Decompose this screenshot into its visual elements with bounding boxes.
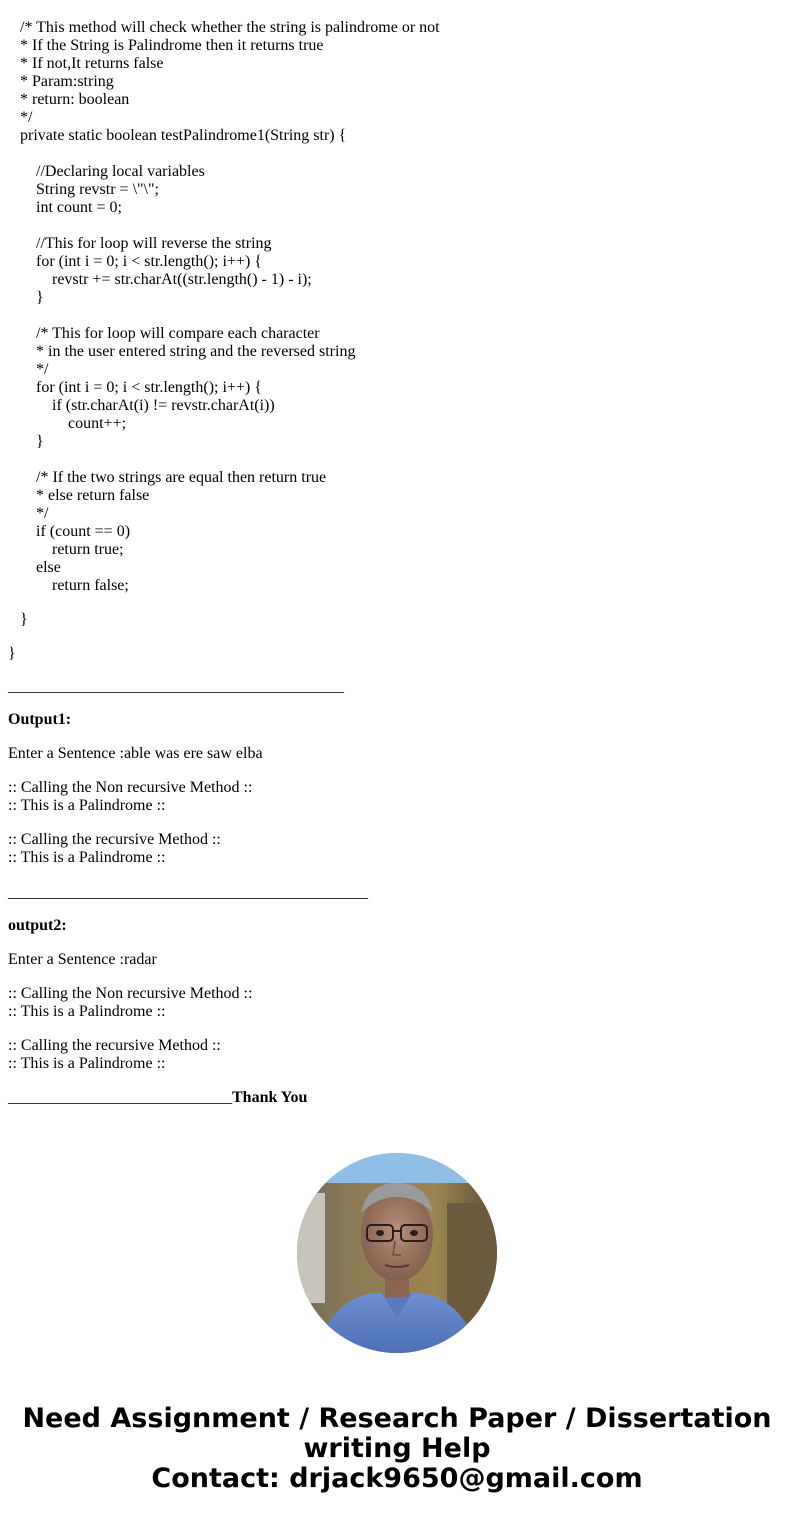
code-line: * Param:string <box>8 73 114 90</box>
portrait-image <box>297 1153 497 1353</box>
code-line: */ <box>8 505 49 522</box>
code-line <box>8 451 768 469</box>
code-line: for (int i = 0; i < str.length(); i++) { <box>8 379 262 396</box>
output1-nonrecursive-result: :: This is a Palindrome :: <box>8 797 166 814</box>
code-line: */ <box>8 109 33 126</box>
code-line: } <box>8 611 28 628</box>
separator-line: _____________________________________________ <box>8 884 368 901</box>
code-line: for (int i = 0; i < str.length(); i++) { <box>8 253 262 270</box>
code-line: } <box>8 289 44 306</box>
code-line: * in the user entered string and the reversed string <box>8 343 356 360</box>
output1-nonrecursive-call: :: Calling the Non recursive Method :: <box>8 779 253 796</box>
output1-heading: Output1: <box>8 711 72 728</box>
output2-recursive-call: :: Calling the recursive Method :: <box>8 1037 221 1054</box>
code-line: //Declaring local variables <box>8 163 205 180</box>
code-line <box>8 629 768 645</box>
code-line: * else return false <box>8 487 150 504</box>
code-line: private static boolean testPalindrome1(String str) { <box>8 127 347 144</box>
separator-line: __________________________________________ <box>8 678 344 695</box>
code-line: int count = 0; <box>8 199 122 216</box>
output2-heading: output2: <box>8 917 67 934</box>
code-line: revstr += str.charAt((str.length() - 1) - i); <box>8 271 312 288</box>
output1-recursive-result: :: This is a Palindrome :: <box>8 849 166 866</box>
code-line: * If not,It returns false <box>8 55 164 72</box>
code-line: //This for loop will reverse the string <box>8 235 272 252</box>
code-line: */ <box>8 361 49 378</box>
code-line: * return: boolean <box>8 91 130 108</box>
code-line: if (count == 0) <box>8 523 131 540</box>
code-line: /* This method will check whether the string is palindrome or not <box>8 19 440 36</box>
code-line: * If the String is Palindrome then it returns true <box>8 37 324 54</box>
code-line: /* If the two strings are equal then return true <box>8 469 327 486</box>
code-line <box>8 595 768 611</box>
output1-prompt: Enter a Sentence :able was ere saw elba <box>8 745 263 762</box>
contact-banner <box>0 1404 794 1494</box>
banner-contact-line: Contact: drjack9650@gmail.com <box>151 1463 643 1494</box>
output2-nonrecursive-result: :: This is a Palindrome :: <box>8 1003 166 1020</box>
thank-you-text: Thank You <box>232 1089 308 1106</box>
output2-nonrecursive-call: :: Calling the Non recursive Method :: <box>8 985 253 1002</box>
code-line <box>8 217 768 235</box>
code-line: else <box>8 559 61 576</box>
code-line: } <box>8 433 44 450</box>
code-line: count++; <box>8 415 127 432</box>
code-line: return false; <box>8 577 129 594</box>
code-line: String revstr = \"\"; <box>8 181 159 198</box>
banner-line-1: Need Assignment / Research Paper / Dissertation <box>22 1403 772 1434</box>
code-line <box>8 1 768 19</box>
banner-line-2: writing Help <box>303 1433 491 1464</box>
code-line: /* This for loop will compare each character <box>8 325 320 342</box>
closing-line <box>8 1089 307 1107</box>
author-portrait <box>297 1153 497 1353</box>
output1-recursive-call: :: Calling the recursive Method :: <box>8 831 221 848</box>
code-line: if (str.charAt(i) != revstr.charAt(i)) <box>8 397 275 414</box>
code-line: } <box>8 645 16 662</box>
code-line <box>8 145 768 163</box>
code-line <box>8 307 768 325</box>
output2-recursive-result: :: This is a Palindrome :: <box>8 1055 166 1072</box>
code-line: return true; <box>8 541 124 558</box>
code-listing <box>8 0 768 663</box>
output2-prompt: Enter a Sentence :radar <box>8 951 157 968</box>
closing-underline: ____________________________ <box>8 1089 232 1106</box>
